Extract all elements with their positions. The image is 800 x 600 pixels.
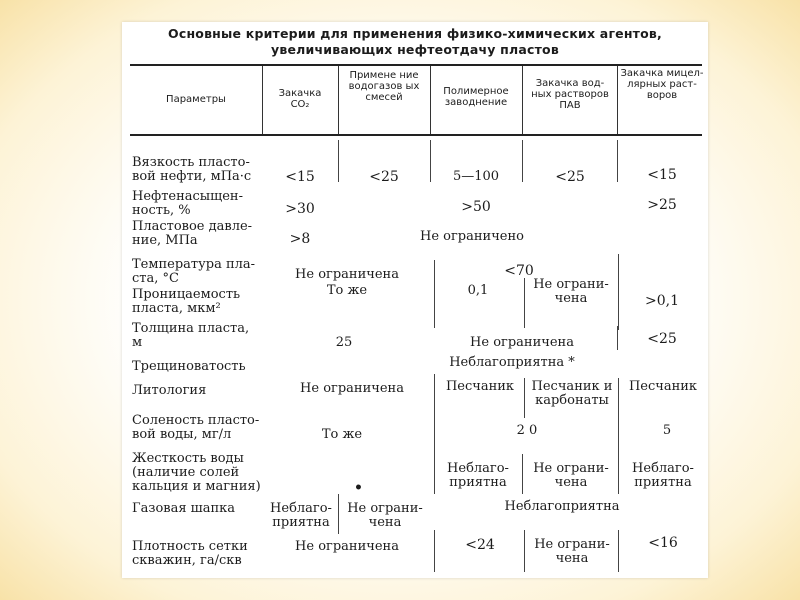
- body-divider: [524, 278, 525, 328]
- body-divider: [430, 140, 431, 182]
- param-temperature: Температура пла- ста, °С: [132, 257, 256, 286]
- value-saturation-middle: >50: [461, 199, 491, 215]
- header-divider: [617, 66, 618, 134]
- header-micellar: Закачка мицел- лярных раст- воров: [620, 68, 704, 101]
- param-reservoir-pressure: Пластовое давле- ние, МПа: [132, 219, 253, 248]
- dot-mark: •: [354, 480, 363, 496]
- value-saturation-micellar: >25: [647, 197, 677, 213]
- table-title-line-2: увеличивающих нефтеотдачу пластов: [271, 42, 559, 57]
- body-divider: [434, 260, 435, 328]
- value-density-left: Не ограничена: [295, 539, 399, 554]
- value-thickness-left: 25: [335, 335, 353, 350]
- header-water-gas: Примене ние водогазов ых смесей: [348, 70, 420, 103]
- header-pav: Закачка вод- ных растворов ПАВ: [531, 78, 609, 111]
- value-permeability-left: То же: [326, 283, 368, 298]
- value-saturation-co2: >30: [285, 201, 315, 217]
- param-fracturing: Трещиноватость: [132, 359, 246, 374]
- param-water-salinity: Соленость пласто- вой воды, мг/л: [132, 413, 260, 442]
- value-pressure-rest: Не ограничено: [420, 229, 524, 244]
- body-divider: [434, 374, 435, 494]
- value-lithology-left: Не ограничена: [300, 381, 404, 396]
- value-viscosity-co2: <15: [285, 169, 315, 185]
- value-thickness-middle: Не ограничена: [470, 335, 574, 350]
- body-divider: [524, 378, 525, 418]
- param-thickness: Толщина пласта, м: [132, 321, 250, 350]
- body-divider: [338, 140, 339, 182]
- value-lithology-pav: Песчаник и карбонаты: [531, 379, 613, 408]
- body-divider: [618, 530, 619, 572]
- header-bottom-rule: [130, 134, 702, 136]
- param-gas-cap: Газовая шапка: [132, 501, 236, 516]
- body-divider: [434, 530, 435, 572]
- body-divider: [524, 530, 525, 572]
- body-divider: [338, 494, 339, 534]
- value-viscosity-gas: <25: [369, 169, 399, 185]
- value-salinity-left: То же: [321, 427, 363, 442]
- body-divider: [618, 254, 619, 330]
- value-gascap-co2: Неблаго- приятна: [270, 501, 332, 530]
- value-thickness-micellar: <25: [647, 331, 677, 347]
- value-viscosity-micellar: <15: [647, 167, 677, 183]
- table-title-line-1: Основные критерии для применения физико-химических агентов,: [168, 26, 662, 41]
- body-divider: [522, 454, 523, 494]
- header-polymer: Полимерное заводнение: [443, 86, 509, 108]
- value-temperature-left: Не ограничена: [295, 267, 399, 282]
- scanned-table-page: [122, 22, 708, 578]
- body-divider: [617, 326, 618, 350]
- value-permeability-micellar: >0,1: [645, 293, 679, 309]
- value-viscosity-polymer: 5—100: [452, 169, 500, 184]
- value-density-micellar: <16: [648, 535, 678, 551]
- value-density-pav: Не ограни- чена: [534, 537, 610, 566]
- param-oil-saturation: Нефтенасыщен- ность, %: [132, 189, 243, 218]
- value-salinity-micellar: 5: [662, 423, 672, 438]
- value-fracturing: Неблагоприятна *: [449, 355, 575, 370]
- value-permeability-polymer: 0,1: [467, 283, 489, 298]
- value-salinity-middle: 2 0: [516, 423, 538, 438]
- header-divider: [262, 66, 263, 134]
- param-well-density: Плотность сетки скважин, га/скв: [132, 539, 248, 568]
- header-co2: Закачка CO₂: [278, 88, 322, 110]
- value-lithology-micellar: Песчаник: [628, 379, 698, 394]
- param-permeability: Проницаемость пласта, мкм²: [132, 287, 241, 316]
- value-pressure-co2: >8: [289, 231, 311, 247]
- body-divider: [522, 140, 523, 182]
- value-hardness-polymer: Неблаго- приятна: [447, 461, 509, 490]
- param-viscosity: Вязкость пласто- вой нефти, мПа·с: [132, 155, 252, 184]
- header-divider: [522, 66, 523, 134]
- header-divider: [338, 66, 339, 134]
- header-params: Параметры: [166, 94, 226, 105]
- param-lithology: Литология: [132, 383, 207, 398]
- body-divider: [617, 140, 618, 182]
- value-density-polymer: <24: [465, 537, 495, 553]
- body-divider: [618, 378, 619, 494]
- value-gascap-rest: Неблагоприятна: [504, 499, 620, 514]
- value-temperature-right: <70: [504, 263, 534, 279]
- value-gascap-gas: Не ограни- чена: [347, 501, 423, 530]
- value-lithology-polymer: Песчаник: [445, 379, 515, 394]
- value-hardness-pav: Не ограни- чена: [533, 461, 609, 490]
- value-hardness-micellar: Неблаго- приятна: [632, 461, 694, 490]
- value-viscosity-pav: <25: [555, 169, 585, 185]
- header-divider: [430, 66, 431, 134]
- param-water-hardness: Жесткость воды (наличие солей кальция и магния): [132, 451, 261, 494]
- value-permeability-pav: Не ограни- чена: [533, 277, 609, 306]
